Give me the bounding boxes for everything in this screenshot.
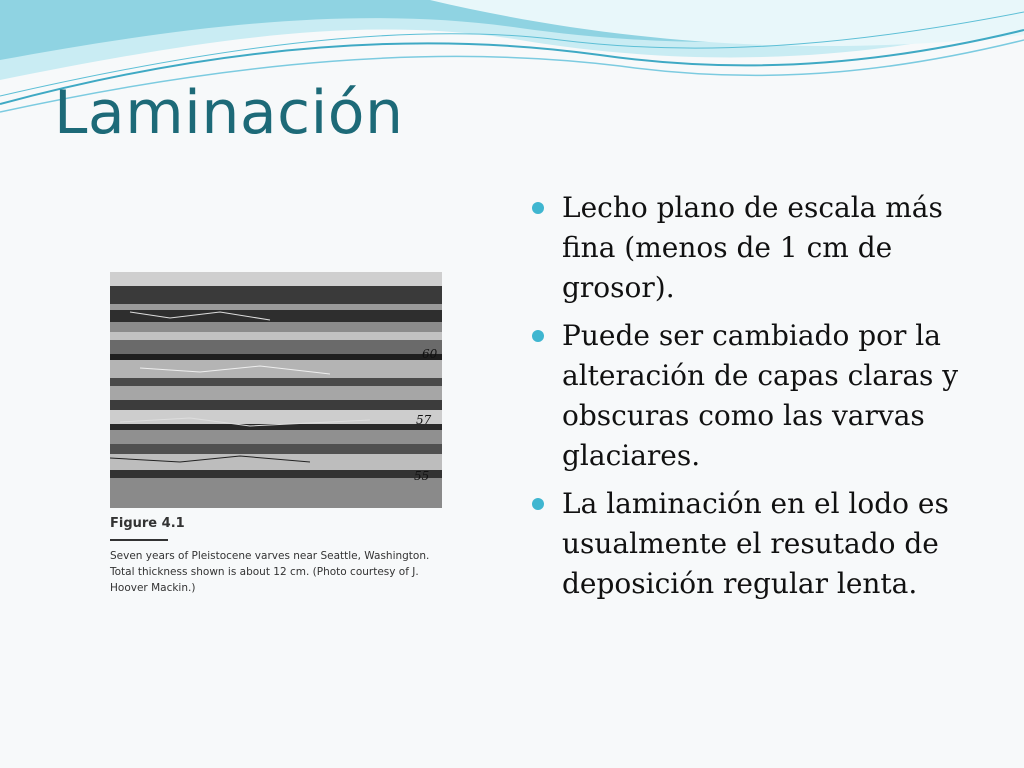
bullet-text: La laminación en el lodo es usualmente el resutado de deposición regular lenta. <box>562 487 949 600</box>
bullet-text: Lecho plano de escala más fina (menos de 1 cm de grosor). <box>562 191 943 304</box>
photo-mark-55: 55 <box>414 469 430 483</box>
bullet-dot-icon <box>532 498 544 510</box>
figure-label: Figure 4.1 <box>110 516 185 531</box>
varves-photo <box>110 272 442 508</box>
bullet-item <box>528 484 988 604</box>
slide-title: Laminación <box>54 78 404 148</box>
figure-rule <box>110 539 168 541</box>
bullet-dot-icon <box>532 202 544 214</box>
photo-mark-57: 57 <box>416 413 432 427</box>
bullet-list <box>528 188 988 612</box>
bullet-item <box>528 316 988 476</box>
photo-mark-60: 60 <box>422 347 438 361</box>
figure-caption: Seven years of Pleistocene varves near Seattle, Washington. Total thickness shown is about 12 cm. (Photo courtesy of J. Hoover Mackin.) <box>110 550 430 594</box>
bullet-item <box>528 188 988 308</box>
bullet-dot-icon <box>532 330 544 342</box>
bullet-text: Puede ser cambiado por la alteración de capas claras y obscuras como las varvas glaciares. <box>562 319 959 472</box>
